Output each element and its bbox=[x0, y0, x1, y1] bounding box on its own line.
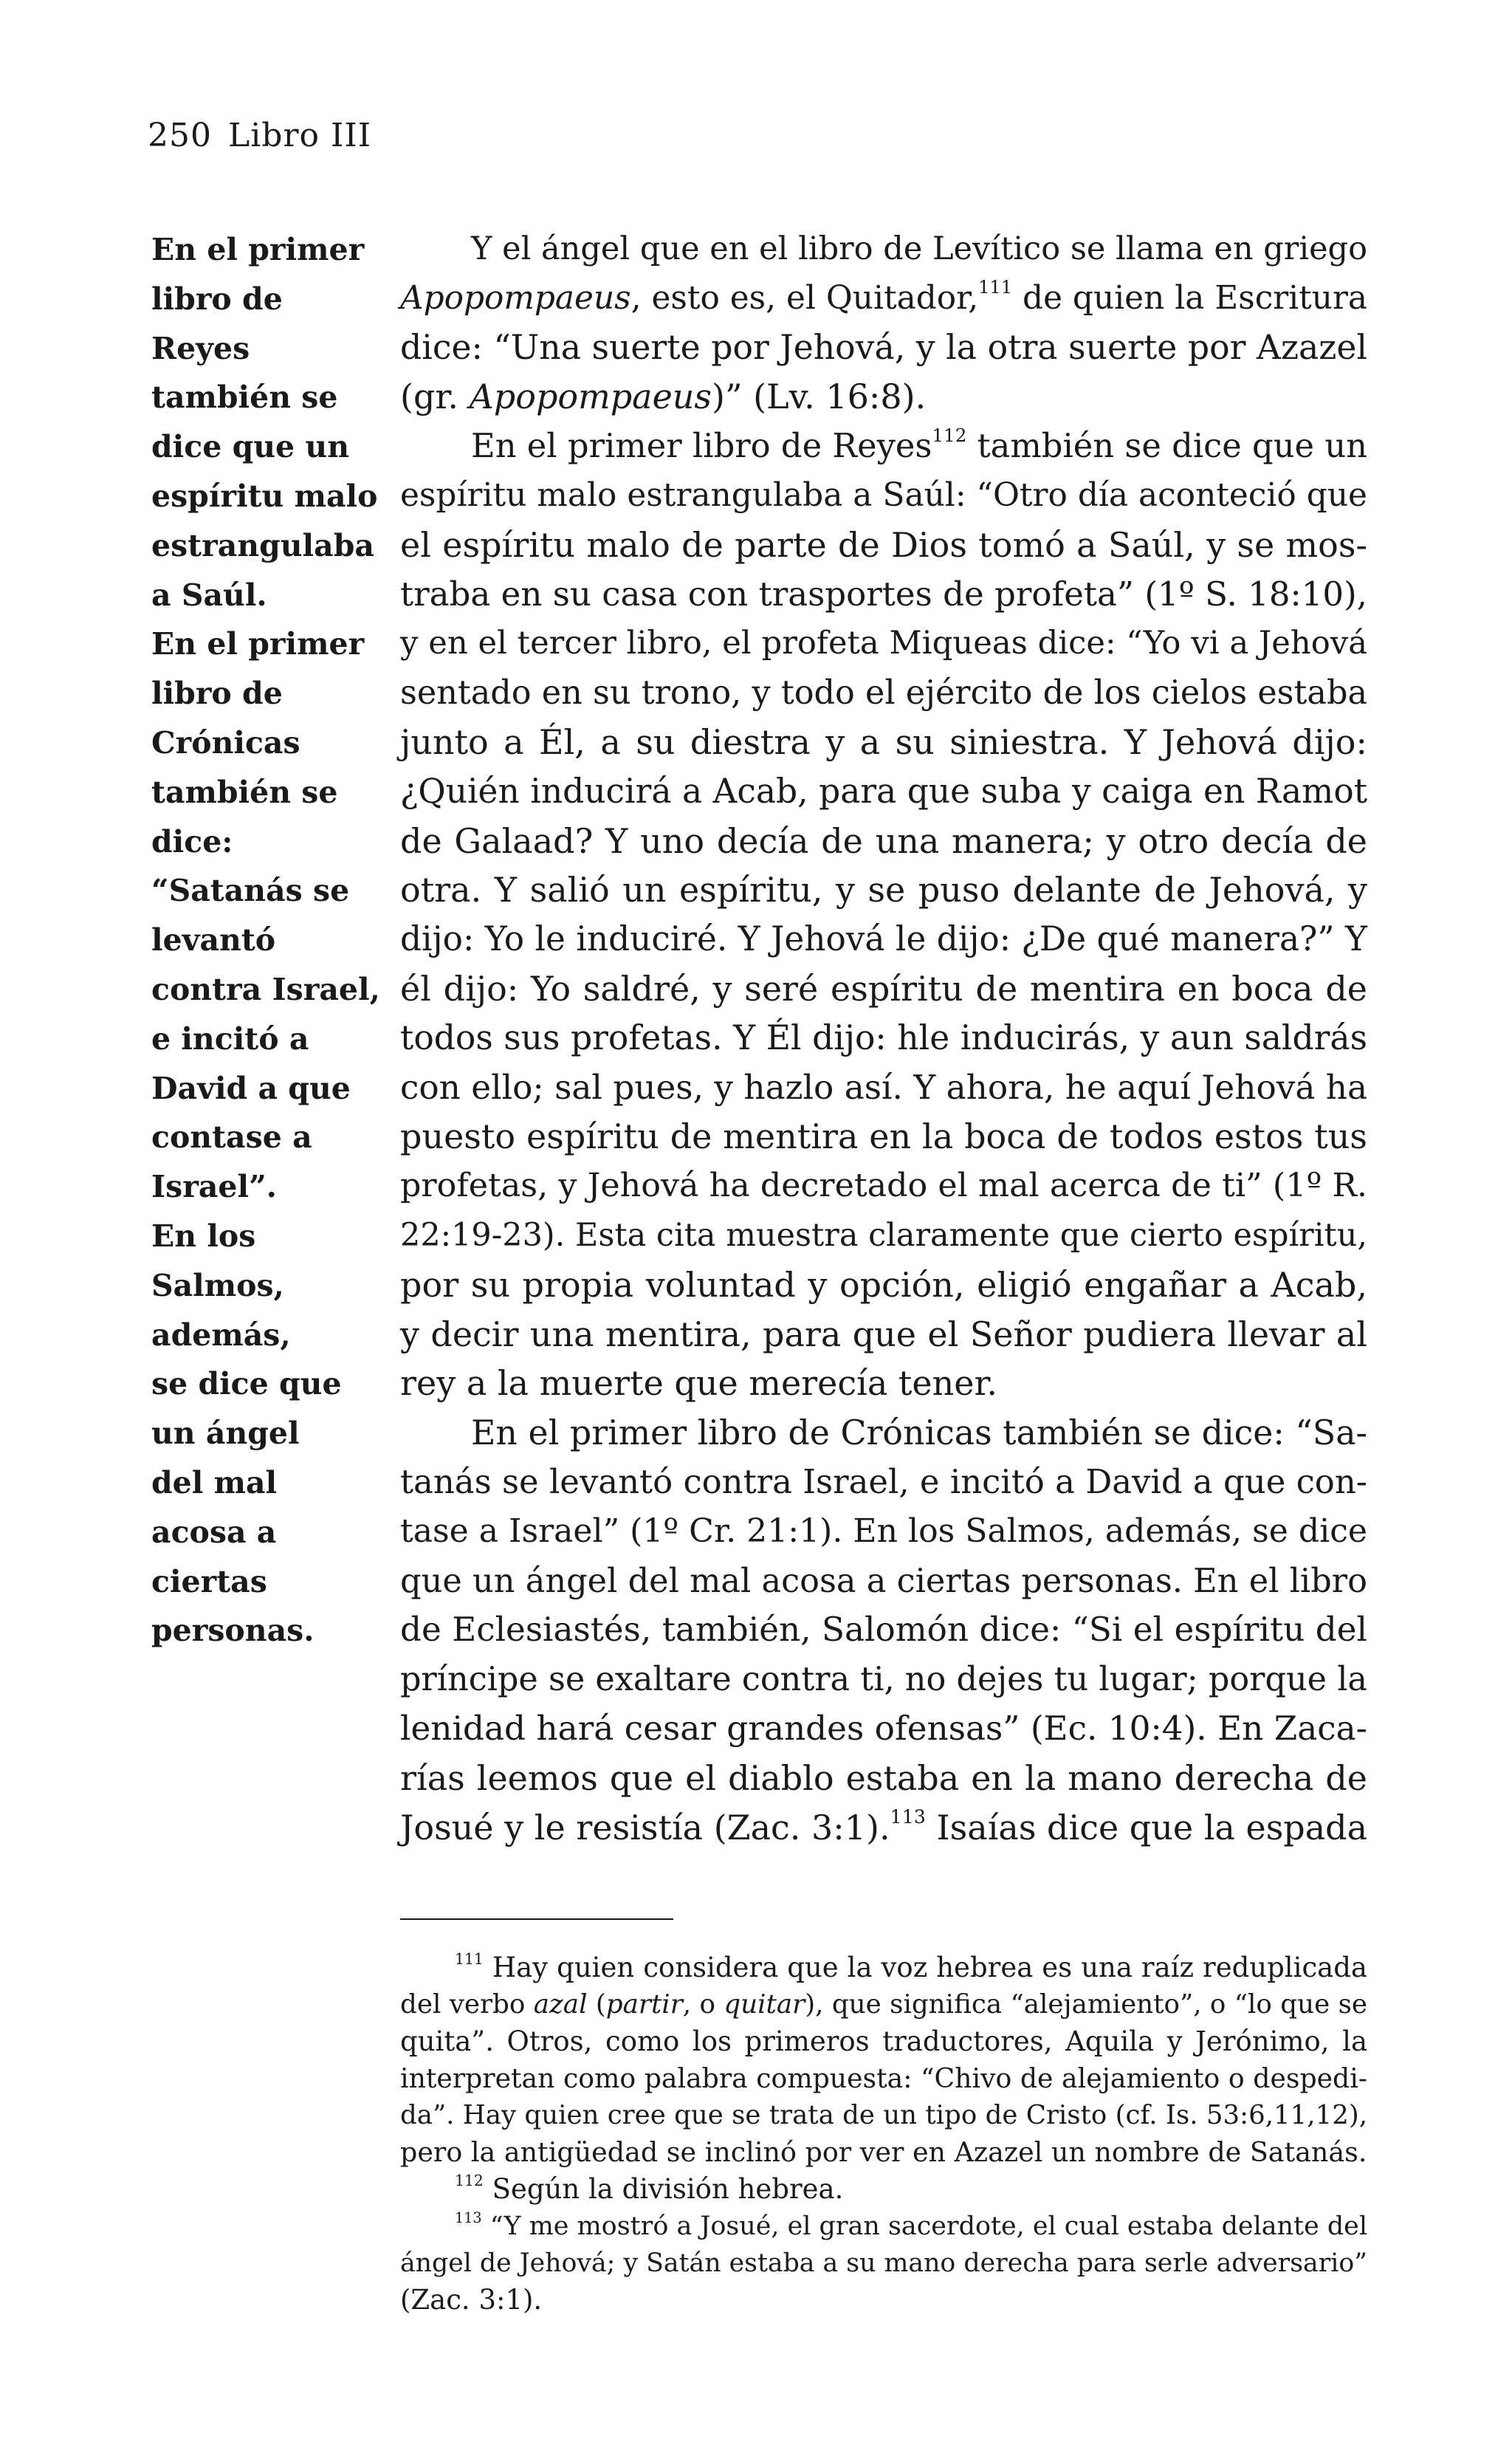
margin-note-line: Crónicas bbox=[151, 724, 300, 761]
text-line: él dijo: Yo saldré, y seré espíritu de mentira en boca de bbox=[400, 968, 1367, 1009]
footnote-line: del verbo azal (partir, o quitar), que significa “alejamiento”, o “lo que se bbox=[400, 1989, 1367, 2020]
margin-note-line: e incitó a bbox=[151, 1020, 309, 1057]
footnote-line: pero la antigüedad se inclinó por ver en Azazel un nombre de Satanás. bbox=[400, 2136, 1367, 2168]
text-line: profetas, y Jehová ha decretado el mal acerca de ti” (1º R. bbox=[400, 1167, 1367, 1205]
book-label: Libro III bbox=[227, 117, 372, 154]
text-line: lenidad hará cesar grandes ofensas” (Ec. 10:4). En Zaca- bbox=[400, 1708, 1367, 1748]
footnote-ref: 112 bbox=[932, 425, 967, 447]
footnote-line: da”. Hay quien cree que se trata de un tipo de Cristo (cf. Is. 53:6,11,12), bbox=[400, 2100, 1367, 2130]
margin-note-line: En el primer bbox=[151, 626, 365, 662]
text-line: (gr. Apopompaeus)” (Lv. 16:8). bbox=[400, 377, 927, 417]
margin-note-line: dice: bbox=[151, 823, 233, 860]
text-line: de Eclesiastés, también, Salomón dice: “Si el espíritu del bbox=[400, 1610, 1367, 1650]
text-line: el espíritu malo de parte de Dios tomó a Saúl, y se mos- bbox=[400, 524, 1367, 565]
margin-note-line: personas. bbox=[151, 1613, 315, 1649]
text-line: príncipe se exaltare contra ti, no dejes tu lugar; porque la bbox=[400, 1660, 1367, 1699]
margin-note-line: En los bbox=[151, 1218, 256, 1254]
text-line: ¿Quién inducirá a Acab, para que suba y caiga en Ramot bbox=[400, 771, 1367, 811]
margin-note-line: Salmos, bbox=[151, 1267, 284, 1303]
text-line: Y el ángel que en el libro de Levítico se llama en griego bbox=[471, 230, 1367, 267]
text-line: En el primer libro de Reyes$^{112}$ también se dice que un bbox=[471, 425, 1367, 466]
margin-note-line: David a que bbox=[151, 1070, 351, 1106]
text-line: tase a Israel” (1º Cr. 21:1). En los Salmos, además, se dice bbox=[400, 1512, 1367, 1550]
text-line: rías leemos que el diablo estaba en la mano derecha de bbox=[400, 1757, 1367, 1798]
text-line: 22:19-23). Esta cita muestra claramente que cierto espíritu, bbox=[400, 1216, 1367, 1254]
margin-note-line: también se bbox=[151, 774, 338, 810]
margin-note-line: Reyes bbox=[151, 330, 250, 366]
text-line: espíritu malo estrangulaba a Saúl: “Otro día aconteció que bbox=[400, 476, 1367, 514]
margin-note-line: libro de bbox=[151, 676, 283, 712]
text-line: Apopompaeus, esto es, el Quitador,$^{111}$ de quien la Escritura bbox=[400, 277, 1367, 317]
text-line: que un ángel del mal acosa a ciertas personas. En el libro bbox=[400, 1561, 1367, 1600]
text-line: En el primer libro de Crónicas también se dice: “Sa- bbox=[471, 1413, 1367, 1453]
footnote-112: $^{112}$ Según la división hebrea. bbox=[455, 2171, 844, 2205]
margin-note-line: contase a bbox=[151, 1119, 312, 1156]
text-line: y en el tercer libro, el profeta Miqueas dice: “Yo vi a Jehová bbox=[400, 625, 1367, 662]
margin-notes bbox=[151, 225, 380, 1656]
margin-note-line: En el primer bbox=[151, 232, 365, 267]
text-line: junto a Él, a su diestra y a su siniestra. Y Jehová dijo: bbox=[400, 721, 1367, 762]
footnote-111: $^{111}$ Hay quien considera que la voz hebrea es una raíz reduplicada bbox=[455, 1949, 1367, 1983]
footnote-number: 111 bbox=[455, 1949, 484, 1968]
footnote-line: ángel de Jehová; y Satán estaba a su mano derecha para serle adversario” bbox=[400, 2248, 1367, 2278]
text-line: con ello; sal pues, y hazlo así. Y ahora, he aquí Jehová ha bbox=[400, 1067, 1367, 1107]
main-text bbox=[400, 224, 1367, 1852]
margin-note-line: a Saúl. bbox=[151, 577, 267, 613]
text-line: por su propia voluntad y opción, eligió engañar a Acab, bbox=[400, 1264, 1367, 1305]
footnote-separator bbox=[400, 1918, 673, 1920]
footnote-number: 113 bbox=[455, 2209, 482, 2226]
margin-note-line: Israel”. bbox=[151, 1169, 277, 1205]
text-line: de Galaad? Y uno decía de una manera; y otro decía de bbox=[400, 820, 1367, 861]
footnote-ref: 111 bbox=[978, 277, 1013, 298]
text-line: sentado en su trono, y todo el ejército de los cielos estaba bbox=[400, 673, 1367, 713]
margin-note-line: “Satanás se bbox=[151, 873, 350, 909]
margin-note-line: ciertas bbox=[151, 1563, 267, 1599]
text-line: traba en su casa con trasportes de profeta” (1º S. 18:10), bbox=[400, 574, 1367, 614]
margin-note-line: se dice que bbox=[151, 1366, 342, 1402]
footnote-number: 112 bbox=[455, 2171, 484, 2189]
footnote-line: quita”. Otros, como los primeros traductores, Aquila y Jerónimo, la bbox=[400, 2025, 1367, 2057]
margin-note-line: del mal bbox=[151, 1464, 278, 1500]
margin-note-line: estrangulaba bbox=[151, 527, 374, 563]
footnote-line: interpretan como palabra compuesta: “Chivo de alejamiento o despedi- bbox=[400, 2062, 1367, 2094]
margin-note-line: además, bbox=[151, 1317, 291, 1353]
margin-note-line: dice que un bbox=[151, 429, 350, 465]
text-line: puesto espíritu de mentira en la boca de todos estos tus bbox=[400, 1116, 1367, 1157]
margin-note-line: acosa a bbox=[151, 1514, 277, 1550]
margin-note-line: libro de bbox=[151, 281, 283, 317]
margin-note-line: un ángel bbox=[151, 1416, 300, 1452]
margin-note-line: contra Israel, bbox=[151, 971, 380, 1007]
text-line: otra. Y salió un espíritu, y se puso delante de Jehová, y bbox=[400, 870, 1367, 910]
text-line: dijo: Yo le induciré. Y Jehová le dijo: ¿De qué manera?” Y bbox=[400, 919, 1367, 959]
text-line: Josué y le resistía (Zac. 3:1).$^{113}$ Isaías dice que la espada bbox=[400, 1806, 1367, 1848]
footnote-113: $^{113}$ “Y me mostró a Josué, el gran sacerdote, el cual estaba delante del bbox=[455, 2209, 1367, 2241]
text-line: tanás se levantó contra Israel, e incitó a David a que con- bbox=[400, 1461, 1367, 1501]
text-line: dice: “Una suerte por Jehová, y la otra suerte por Azazel bbox=[400, 327, 1367, 367]
footnote-ref: 113 bbox=[890, 1806, 926, 1828]
page-number: 250 bbox=[148, 117, 212, 154]
text-line: todos sus profetas. Y Él dijo: hle inducirás, y aun saldrás bbox=[400, 1018, 1367, 1057]
text-line: y decir una mentira, para que el Señor pudiera llevar al bbox=[400, 1314, 1367, 1354]
footnotes bbox=[400, 1949, 1367, 2319]
footnote-line: (Zac. 3:1). bbox=[400, 2284, 543, 2316]
margin-note-line: levantó bbox=[151, 922, 276, 958]
margin-note-line: espíritu malo bbox=[151, 478, 378, 514]
margin-note-line: también se bbox=[151, 380, 338, 416]
running-head bbox=[148, 117, 371, 154]
text-line: rey a la muerte que merecía tener. bbox=[400, 1363, 998, 1404]
